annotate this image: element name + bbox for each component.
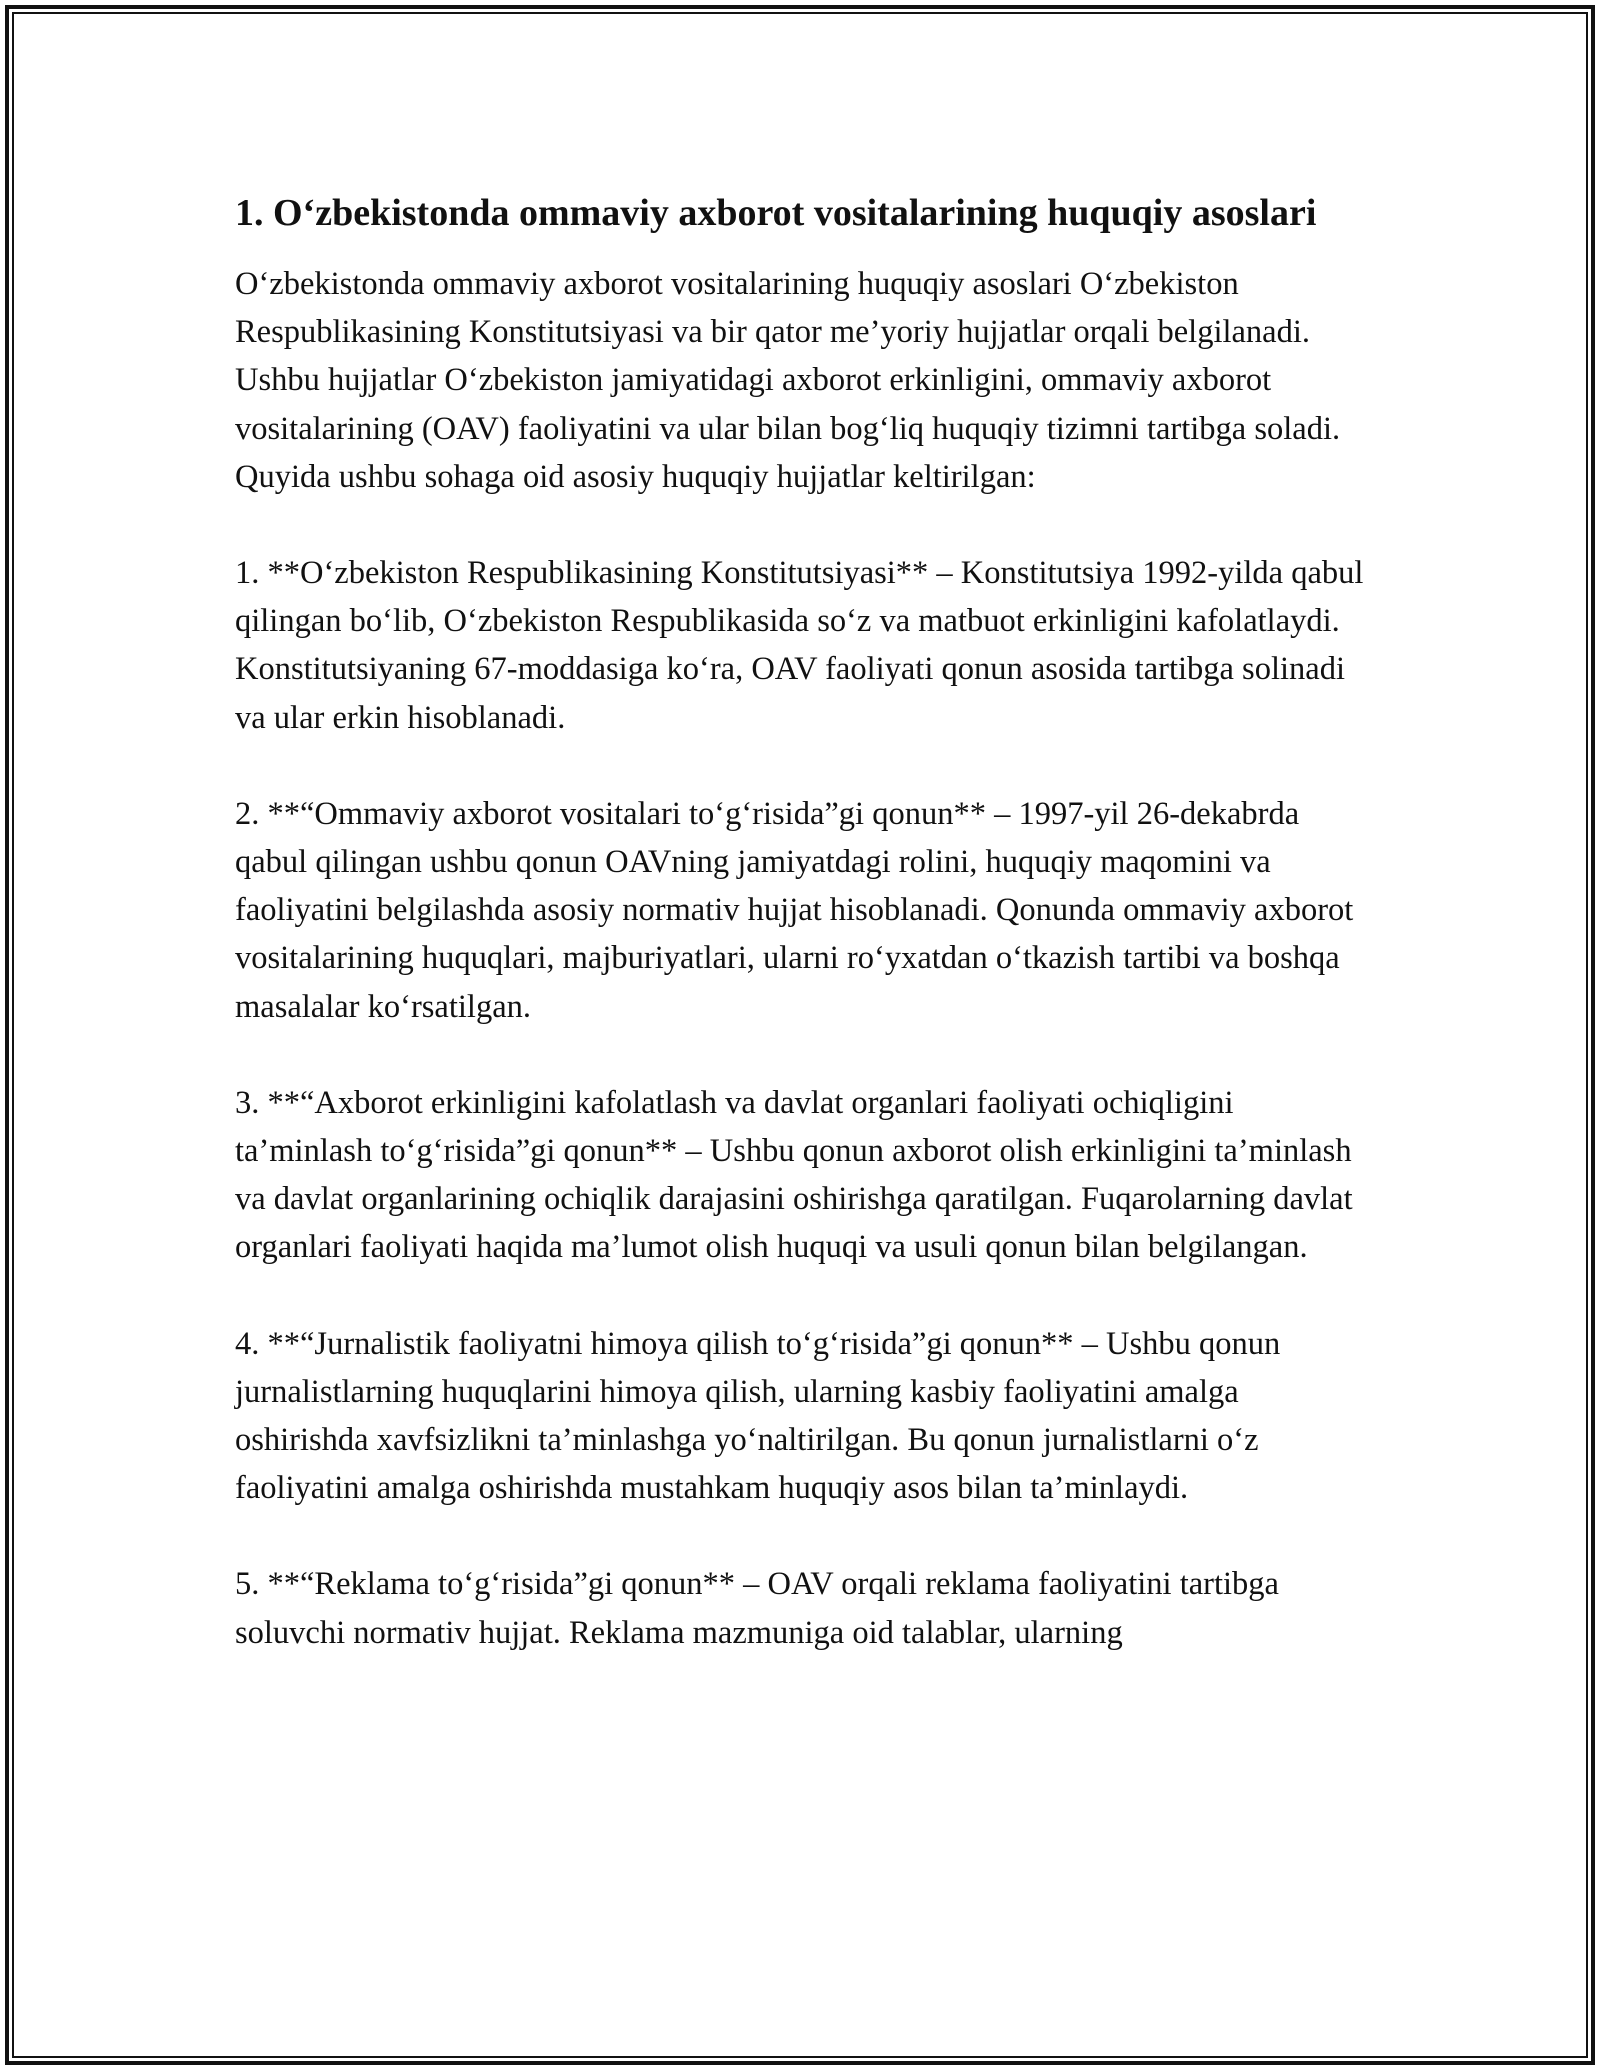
list-item-constitution: 1. **O‘zbekiston Respublikasining Konstitutsiyasi** – Konstitutsiya 1992-yilda qabul qilingan bo‘lib, O‘zbekiston Respublikasida so‘z va matbuot erkinligini kafolatlaydi. Konstitutsiyaning 67-moddasiga ko‘ra, OAV faoliyati qonun asosida tartibga solinadi va ular erkin hisoblanadi. (235, 555, 1364, 736)
document-title: 1. O‘zbekistonda ommaviy axborot vositalarining huquqiy asoslari (235, 192, 1317, 234)
list-item-media-law: 2. **“Ommaviy axborot vositalari to‘g‘risida”gi qonun** – 1997-yil 26-dekabrda qabul qilingan ushbu qonun OAVning jamiyatdagi rolini, huquqiy maqomini va faoliyatini belgilashda asosiy normativ hujjat hisoblanadi. Qonunda ommaviy axborot vositalarining huquqlari, majburiyatlari, ularni ro‘yxatdan o‘tkazish tartibi va boshqa masalalar ko‘rsatilgan. (235, 795, 1354, 1025)
list-item-information-freedom-law: 3. **“Axborot erkinligini kafolatlash va davlat organlari faoliyati ochiqligini ta’minlash to‘g‘risida”gi qonun** – Ushbu qonun axborot olish erkinligini ta’minlash va davlat organlarining ochiqlik darajasini oshirishga qaratilgan. Fuqarolarning davlat organlari faoliyati haqida ma’lumot olish huquqi va usuli qonun bilan belgilangan. (235, 1084, 1353, 1266)
intro-paragraph: O‘zbekistonda ommaviy axborot vositalarining huquqiy asoslari O‘zbekiston Respublikasining Konstitutsiyasi va bir qator me’yoriy hujjatlar orqali belgilanadi. Ushbu hujjatlar O‘zbekiston jamiyatidagi axborot erkinligini, ommaviy axborot vositalarining (OAV) faoliyatini va ular bilan bog‘liq huquqiy tizimni tartibga soladi. Quyida ushbu sohaga oid asosiy huquqiy hujjatlar keltirilgan: (235, 266, 1341, 495)
list-item-journalism-protection-law: 4. **“Jurnalistik faoliyatni himoya qilish to‘g‘risida”gi qonun** – Ushbu qonun jurnalistlarning huquqlarini himoya qilish, ularning kasbiy faoliyatini amalga oshirishda xavfsizlikni ta’minlashga yo‘naltirilgan. Bu qonun jurnalistlarni o‘z faoliyatini amalga oshirishda mustahkam huquqiy asos bilan ta’minlaydi. (235, 1325, 1281, 1507)
list-item-advertising-law: 5. **“Reklama to‘g‘risida”gi qonun** – OAV orqali reklama faoliyatini tartibga soluvchi normativ hujjat. Reklama mazmuniga oid talablar, ularning (235, 1566, 1279, 1651)
document-body (235, 186, 1375, 1705)
